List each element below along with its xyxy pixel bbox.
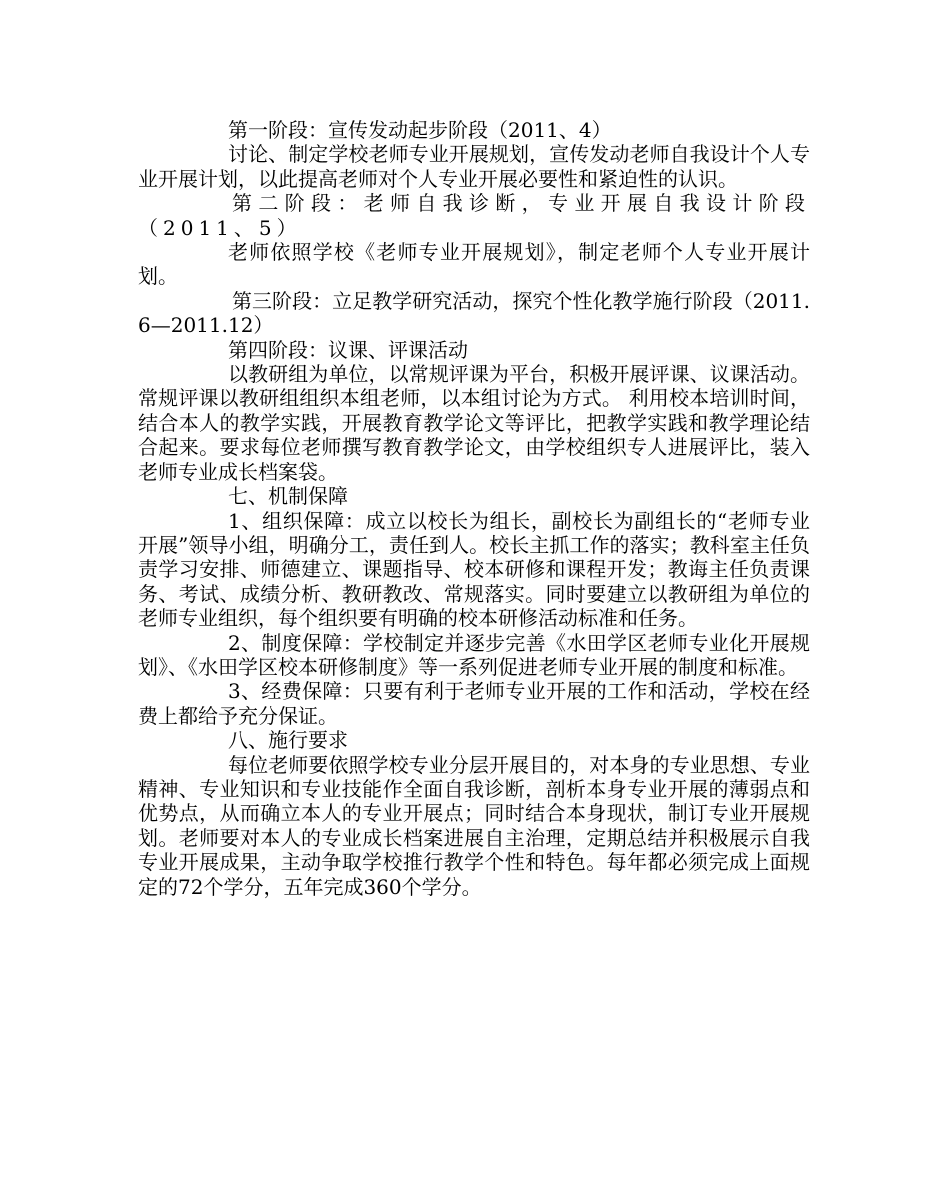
organization-guarantee-text: 1、组织保障：成立以校长为组长，副校长为副组长的“老师专业开展”领导小组，明确分工，责任到人。校长主抓工作的落实；教科室主任负责学习安排、师德建立、课题指导、校本研修和课程开发；教诲主任负责课务、考试、成绩分析、教研教改、常规落实。同时要建立以教研组为单位的老师专业组织，每个组织要有明确的校本研修活动标准和任务。 [138,508,810,631]
stage-two-heading: 第二阶段：老师自我诊断，专业开展自我设计阶段（2011、5） [138,191,810,240]
system-guarantee-text: 2、制度保障：学校制定并逐步完善《水田学区老师专业化开展规划》、《水田学区校本研修制度》等一系列促进老师专业开展的制度和标准。 [138,630,810,679]
section-seven-heading: 七、机制保障 [228,484,348,509]
stage-one-text: 讨论、制定学校老师专业开展规划，宣传发动老师自我设计个人专业开展计划，以此提高老师对个人专业开展必要性和紧迫性的认识。 [138,142,810,191]
stage-four-text: 以教研组为单位，以常规评课为平台，积极开展评课、议课活动。常规评课以教研组组织本组老师，以本组讨论为方式。 利用校本培训时间，结合本人的教学实践，开展教育教学论文等评比，把教学实践和教学理论结合起来。要求每位老师撰写教育教学论文，由学校组织专人进展评比，装入老师专业成长档案袋。 [138,362,810,484]
section-eight-heading: 八、施行要求 [228,728,348,753]
document-body [138,118,810,899]
implementation-requirements-text: 每位老师要依照学校专业分层开展目的，对本身的专业思想、专业精神、专业知识和专业技能作全面自我诊断，剖析本身专业开展的薄弱点和优势点，从而确立本人的专业开展点；同时结合本身现状，制订专业开展规划。老师要对本人的专业成长档案进展自主治理，定期总结并积极展示自我专业开展成果，主动争取学校推行教学个性和特色。每年都必须完成上面规定的72个学分，五年完成360个学分。 [138,752,810,899]
funding-guarantee-text: 3、经费保障：只要有利于老师专业开展的工作和活动，学校在经费上都给予充分保证。 [138,679,810,728]
stage-four-heading: 第四阶段：议课、评课活动 [228,337,468,362]
stage-two-text: 老师依照学校《老师专业开展规划》，制定老师个人专业开展计划。 [138,240,810,289]
stage-one-heading: 第一阶段：宣传发动起步阶段（2011、4） [228,118,612,142]
stage-three-heading: 第三阶段：立足教学研究活动，探究个性化教学施行阶段（2011.6—2011.12） [138,288,810,338]
